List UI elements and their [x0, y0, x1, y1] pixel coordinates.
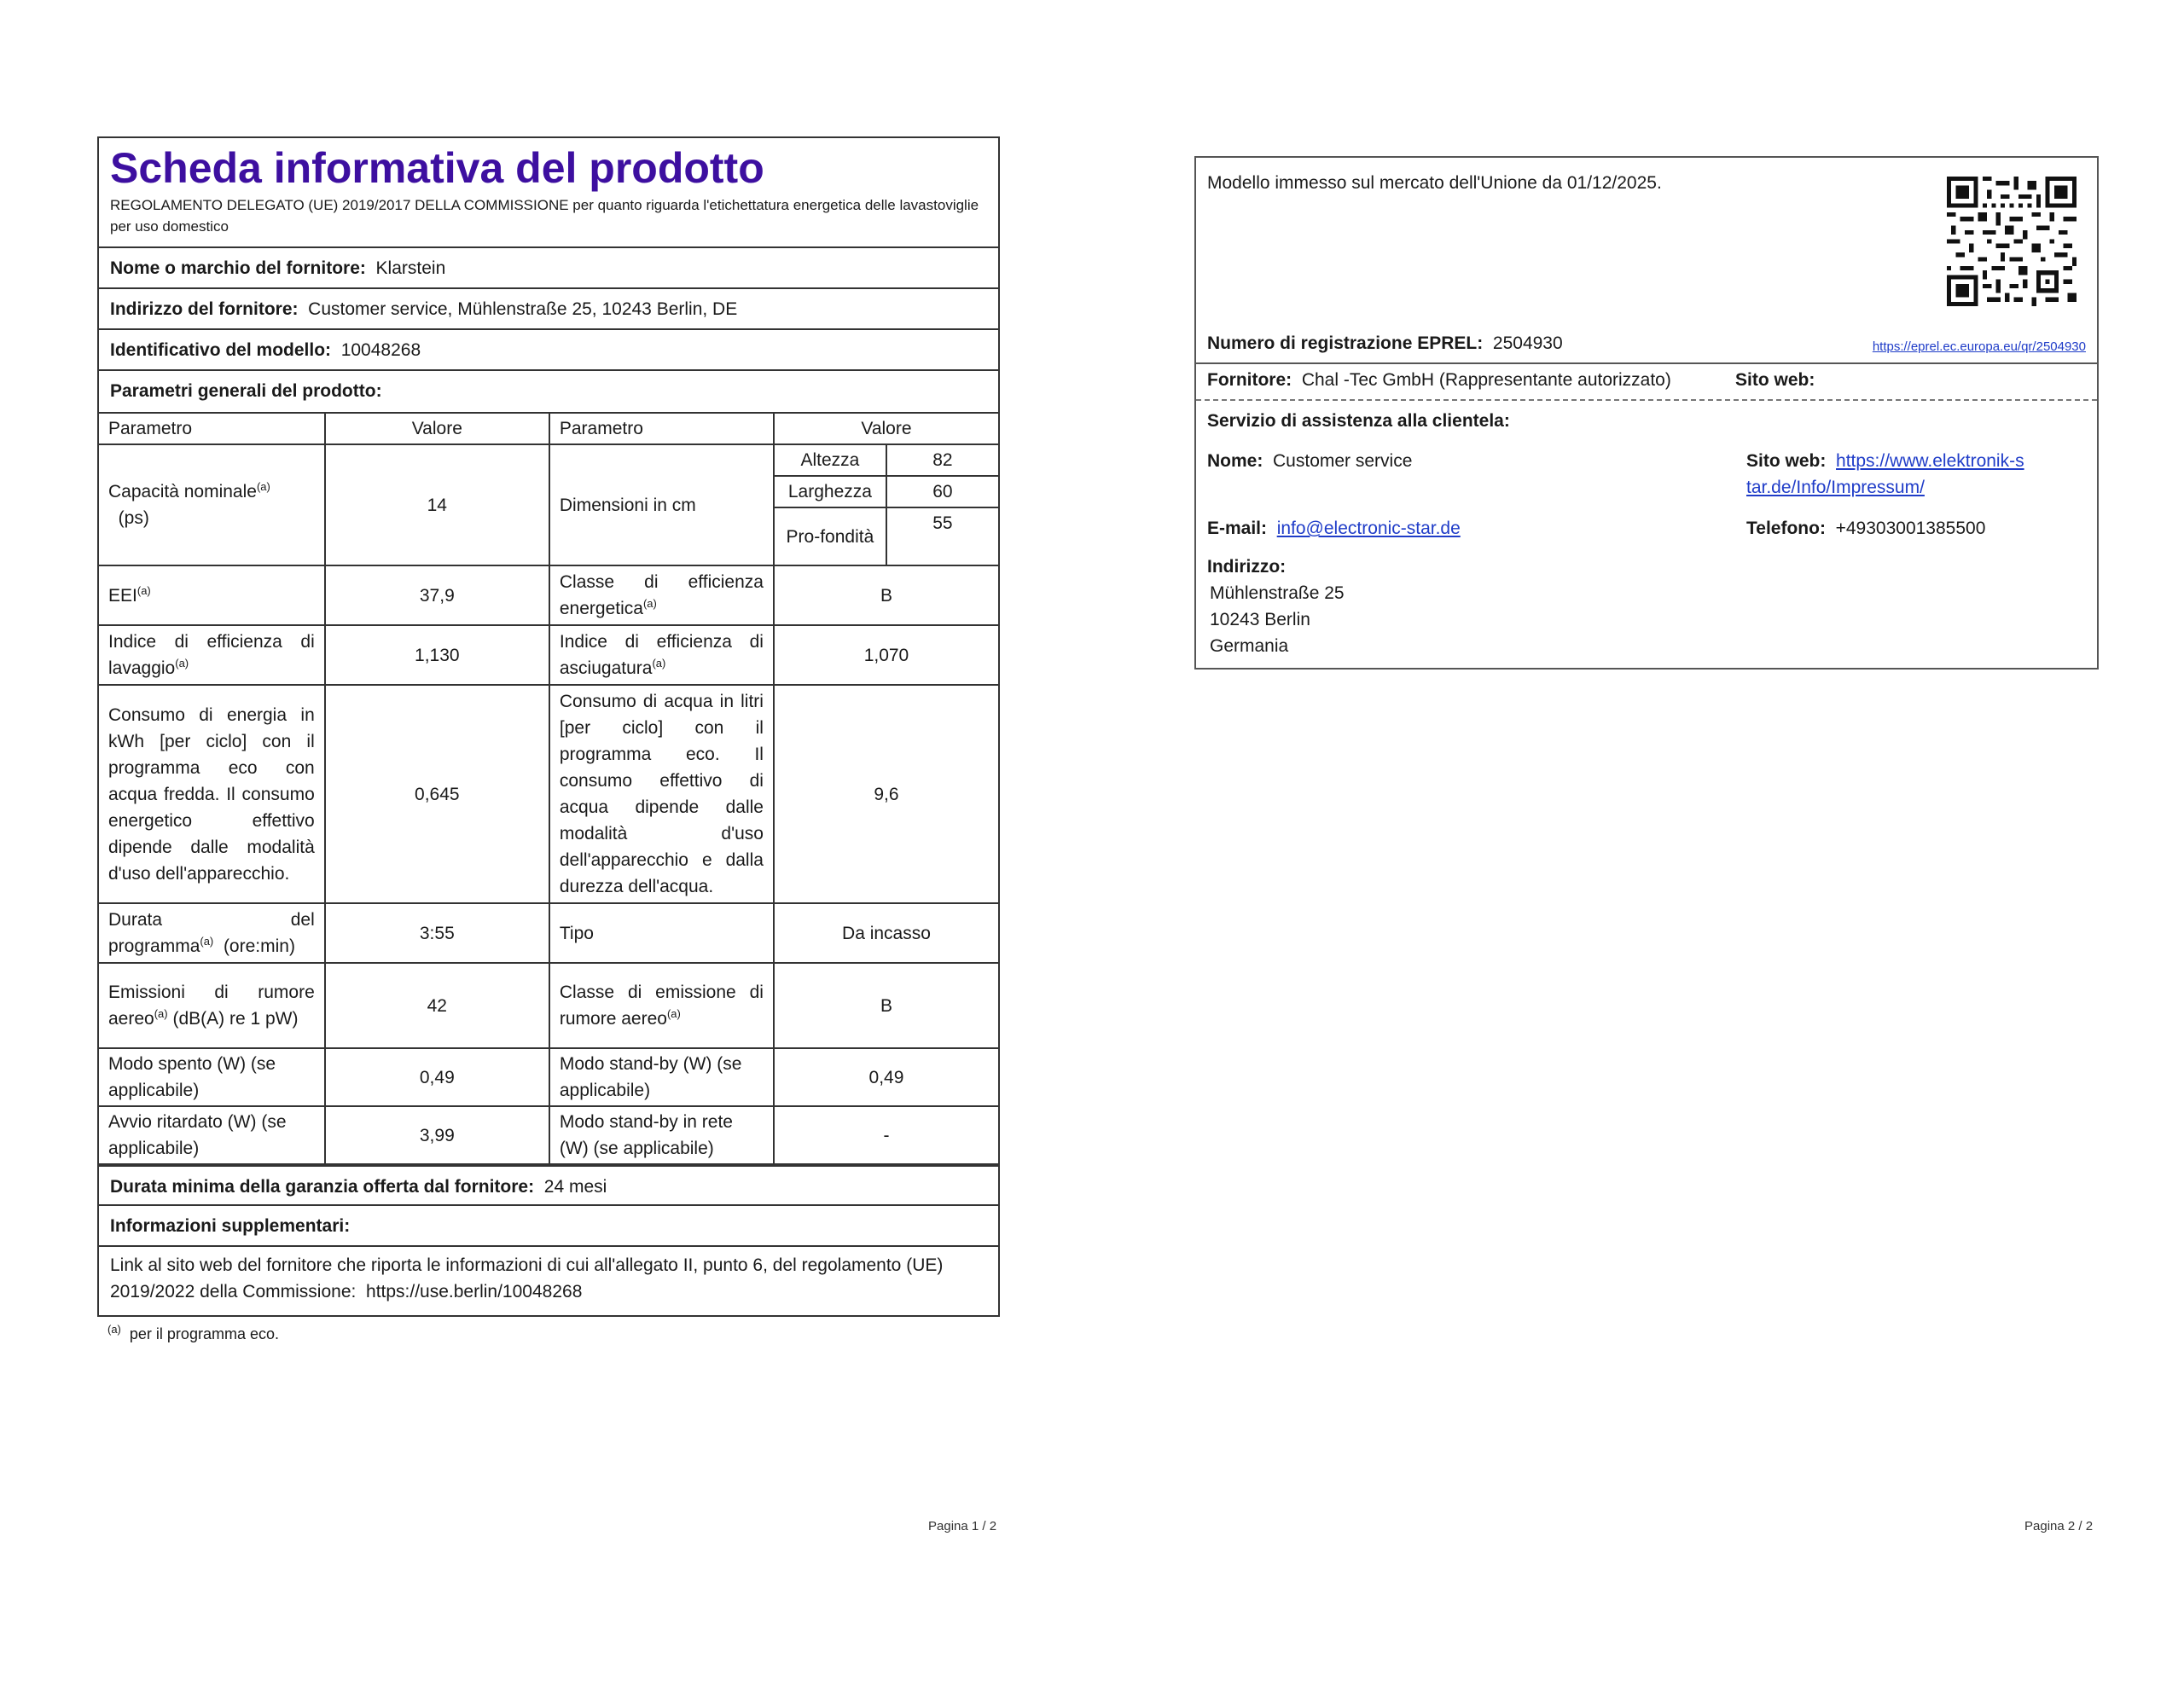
- standby-label: Modo stand-by (W) (se applicabile): [549, 1048, 774, 1106]
- type-label: Tipo: [549, 903, 774, 963]
- height-label: Altezza: [774, 444, 886, 476]
- model-id-label: Identificativo del modello:: [110, 340, 332, 360]
- website-label: Sito web:: [1735, 370, 1815, 390]
- table-row: [99, 903, 998, 963]
- footnote-mark: (a): [175, 657, 189, 670]
- footnote-mark: (a): [256, 480, 270, 493]
- height-value: 82: [886, 444, 998, 476]
- footnote-mark: (a): [200, 935, 214, 948]
- drying-label-text: Indice di efficienza di asciugatura: [559, 632, 764, 678]
- eei-label-text: EEI: [108, 585, 137, 606]
- depth-label: Pro-fondità: [774, 507, 886, 565]
- additional-info-text-row: [99, 1247, 998, 1315]
- cleaning-label: [99, 625, 325, 685]
- eprel-row: [1207, 333, 2086, 354]
- supplier-name-label: Nome o marchio del fornitore:: [110, 258, 366, 278]
- supplier-address-label: Indirizzo del fornitore:: [110, 299, 299, 319]
- service-name-row: [1207, 448, 2086, 515]
- additional-info-link[interactable]: https://use.berlin/10048268: [366, 1282, 583, 1301]
- supplier-value: Chal -Tec GmbH (Rappresentante autorizzato): [1301, 370, 1671, 390]
- product-info-sheet: [97, 136, 1000, 1317]
- header-param-2: Parametro: [549, 413, 774, 444]
- supplier-label: Fornitore:: [1207, 370, 1292, 390]
- footnote-mark: (a): [652, 657, 666, 670]
- capacity-value: 14: [325, 444, 549, 565]
- header-value-1: Valore: [325, 413, 549, 444]
- phone-value: +49303001385500: [1835, 519, 1986, 538]
- table-row: [99, 625, 998, 685]
- footnote-mark: (a): [642, 597, 657, 610]
- network-standby-label: Modo stand-by in rete (W) (se applicabile): [549, 1106, 774, 1164]
- dimensions-label: Dimensioni in cm: [549, 444, 774, 565]
- eprel-label: Numero di registrazione EPREL:: [1207, 333, 1484, 353]
- warranty-value: 24 mesi: [543, 1177, 607, 1197]
- capacity-label: [99, 444, 325, 565]
- standby-value: 0,49: [774, 1048, 998, 1106]
- supplier-name-row: [99, 248, 998, 289]
- market-section: [1196, 158, 2097, 362]
- off-mode-label: Modo spento (W) (se applicabile): [99, 1048, 325, 1106]
- water-consumption-value: 9,6: [774, 685, 998, 903]
- noise-label: [99, 963, 325, 1048]
- footnote-mark: (a): [154, 1007, 168, 1020]
- header-section: [99, 138, 998, 248]
- phone: [1746, 515, 1985, 542]
- additional-info-row: [99, 1206, 998, 1247]
- address-line-1: Mühlenstraße 25: [1210, 583, 1345, 603]
- drying-value: 1,070: [774, 625, 998, 685]
- eei-label: [99, 565, 325, 625]
- table-row: [99, 444, 998, 476]
- width-value: 60: [886, 476, 998, 507]
- depth-value: 55: [886, 507, 998, 565]
- width-label: Larghezza: [774, 476, 886, 507]
- noise-class-label: [549, 963, 774, 1048]
- phone-label: Telefono:: [1746, 519, 1826, 538]
- duration-label-text: Durata del programma: [108, 910, 315, 956]
- supplier-address-row: [99, 289, 998, 330]
- noise-class-value: B: [774, 963, 998, 1048]
- cleaning-value: 1,130: [325, 625, 549, 685]
- eei-value: 37,9: [325, 565, 549, 625]
- general-params-label: Parametri generali del prodotto:: [110, 381, 382, 401]
- footnote: [107, 1325, 279, 1343]
- supplier-address-value: Customer service, Mühlenstraße 25, 10243 Berlin, DE: [308, 299, 738, 319]
- duration-unit: (ore:min): [223, 936, 295, 956]
- page-number-2: Pagina 2 / 2: [2024, 1519, 2094, 1533]
- table-row: [99, 1106, 998, 1164]
- name-value: Customer service: [1273, 451, 1413, 471]
- footnote-mark: (a): [136, 583, 151, 597]
- name-label: Nome:: [1207, 451, 1263, 471]
- table-row: [99, 685, 998, 903]
- email-label: E-mail:: [1207, 519, 1268, 538]
- eprel-info-panel: [1194, 156, 2099, 670]
- address-label: Indirizzo:: [1207, 557, 1287, 577]
- email-link[interactable]: info@electronic-star.de: [1276, 519, 1461, 538]
- header-param-1: Parametro: [99, 413, 325, 444]
- table-row: [99, 963, 998, 1048]
- warranty-row: [99, 1165, 998, 1206]
- supplier-name-value: Klarstein: [375, 258, 446, 278]
- energy-class-value: B: [774, 565, 998, 625]
- model-id-value: 10048268: [340, 340, 421, 360]
- cleaning-label-text: Indice di efficienza di lavaggio: [108, 632, 315, 678]
- market-text: Modello immesso sul mercato dell'Unione da 01/12/2025.: [1207, 173, 1662, 193]
- capacity-label-text: Capacità nominale: [108, 482, 257, 501]
- delay-start-value: 3,99: [325, 1106, 549, 1164]
- page-title: Scheda informativa del prodotto: [110, 144, 764, 192]
- duration-value: 3:55: [325, 903, 549, 963]
- table-row: [99, 565, 998, 625]
- water-consumption-label: Consumo di acqua in litri [per ciclo] con il programma eco. Il consumo effettivo di acqua dipende dalle modalità d'uso dell'apparecchio e dalla durezza dell'acqua.: [549, 685, 774, 903]
- service-label: Servizio di assistenza alla clientela:: [1207, 411, 1510, 431]
- table-row: [99, 1048, 998, 1106]
- warranty-label: Durata minima della garanzia offerta dal fornitore:: [110, 1177, 535, 1197]
- additional-info-text: Link al sito web del fornitore che riporta le informazioni di cui all'allegato II, punto 6, del regolamento (UE) 2019/2022 della Commissione:: [110, 1255, 944, 1301]
- supplier-row: [1196, 362, 2097, 401]
- network-standby-value: -: [774, 1106, 998, 1164]
- footnote-text: per il programma eco.: [129, 1325, 279, 1342]
- eprel-url-link[interactable]: https://eprel.ec.europa.eu/qr/2504930: [1872, 339, 2086, 354]
- parameters-table: [99, 412, 998, 1165]
- footnote-mark: (a): [107, 1323, 121, 1336]
- delay-start-label: Avvio ritardato (W) (se applicabile): [99, 1106, 325, 1164]
- noise-value: 42: [325, 963, 549, 1048]
- eprel-number: 2504930: [1492, 333, 1563, 353]
- page-number-1: Pagina 1 / 2: [928, 1519, 997, 1533]
- type-value: Da incasso: [774, 903, 998, 963]
- service-website-link-2[interactable]: tar.de/Info/Impressum/: [1746, 478, 1925, 497]
- energy-consumption-value: 0,645: [325, 685, 549, 903]
- service-website-label: Sito web:: [1746, 451, 1827, 471]
- energy-class-label: [549, 565, 774, 625]
- noise-class-label-text: Classe di emissione di rumore aereo: [559, 983, 764, 1029]
- model-id-row: [99, 330, 998, 371]
- footnote-mark: (a): [666, 1007, 681, 1020]
- energy-consumption-label: Consumo di energia in kWh [per ciclo] con il programma eco con acqua fredda. Il consumo energetico effettivo dipende dalle modalità d'uso dell'apparecchio.: [99, 685, 325, 903]
- address-block: [1207, 580, 2086, 659]
- additional-info-label: Informazioni supplementari:: [110, 1216, 351, 1236]
- noise-unit: (dB(A) re 1 pW): [172, 1009, 299, 1029]
- regulation-text: REGOLAMENTO DELEGATO (UE) 2019/2017 DELLA COMMISSIONE per quanto riguarda l'etichettatura energetica delle lavastoviglie per uso domestico: [110, 197, 979, 235]
- qr-code-icon: [1947, 177, 2077, 306]
- general-params-row: [99, 371, 998, 412]
- noise-label-text: Emissioni di rumore aereo: [108, 983, 315, 1029]
- address-line-2: 10243 Berlin: [1210, 610, 1310, 629]
- table-header-row: [99, 413, 998, 444]
- header-value-2: Valore: [774, 413, 998, 444]
- capacity-unit: (ps): [118, 508, 149, 528]
- customer-service-section: [1196, 401, 2097, 666]
- service-website: [1746, 448, 2024, 501]
- off-mode-value: 0,49: [325, 1048, 549, 1106]
- drying-label: [549, 625, 774, 685]
- service-website-link-1[interactable]: https://www.elektronik-s: [1836, 451, 2024, 471]
- energy-class-label-text: Classe di efficienza energetica: [559, 572, 764, 618]
- address-line-3: Germania: [1210, 636, 1289, 656]
- contact-row: [1207, 515, 2086, 554]
- duration-label: [99, 903, 325, 963]
